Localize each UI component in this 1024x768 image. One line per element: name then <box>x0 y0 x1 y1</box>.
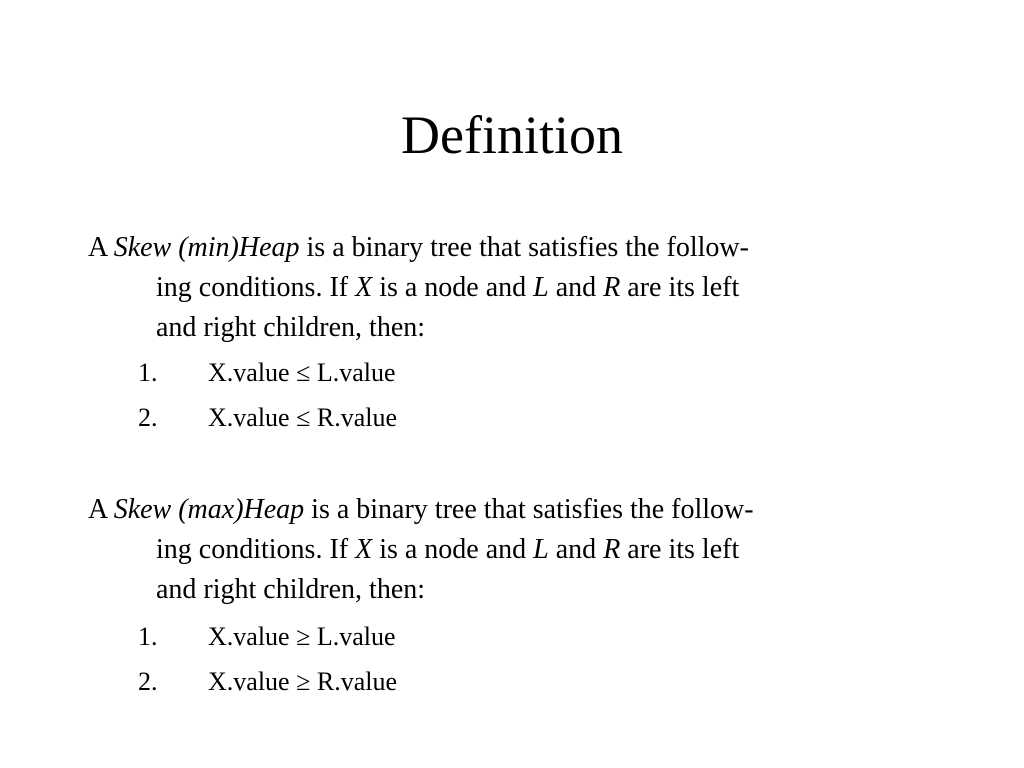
text-run: and <box>548 534 604 565</box>
variable-l: L <box>533 272 549 303</box>
text-run: is a node and <box>372 534 534 565</box>
condition-number: 1. <box>138 622 158 651</box>
slide-title: Definition <box>401 105 623 165</box>
definition-line <box>88 530 968 570</box>
condition-number: 1. <box>138 358 158 387</box>
text-run: and right children, then: <box>156 574 426 605</box>
variable-r: R <box>603 534 621 565</box>
text-run: ing conditions. If <box>156 272 356 303</box>
definition-line <box>88 228 968 268</box>
definition-line <box>88 570 968 610</box>
text-run: ing conditions. If <box>156 534 356 565</box>
text-run: are its left <box>620 272 740 303</box>
term-emphasis: Skew (min)Heap <box>113 232 300 263</box>
text-run: is a binary tree that satisfies the follow- <box>299 232 749 263</box>
text-run: are its left <box>620 534 740 565</box>
text-run: and <box>548 272 604 303</box>
condition-text: X.value ≥ R.value <box>208 667 397 696</box>
condition-text: X.value ≤ R.value <box>208 403 397 432</box>
max-heap-definition <box>88 490 968 610</box>
text-run: and right children, then: <box>156 312 426 343</box>
text-run: A <box>88 232 114 263</box>
variable-r: R <box>603 272 621 303</box>
variable-x: X <box>355 534 373 565</box>
condition-text: X.value ≤ L.value <box>208 358 396 387</box>
condition-number: 2. <box>138 403 158 432</box>
term-emphasis: Skew (max)Heap <box>113 494 305 525</box>
text-run: A <box>88 494 114 525</box>
variable-x: X <box>355 272 373 303</box>
text-run: is a node and <box>372 272 534 303</box>
variable-l: L <box>533 534 549 565</box>
text-run: is a binary tree that satisfies the follow- <box>304 494 754 525</box>
condition-number: 2. <box>138 667 158 696</box>
condition-text: X.value ≥ L.value <box>208 622 396 651</box>
definition-line <box>88 490 968 530</box>
min-heap-definition <box>88 228 968 348</box>
definition-line <box>88 308 968 348</box>
definition-line <box>88 268 968 308</box>
